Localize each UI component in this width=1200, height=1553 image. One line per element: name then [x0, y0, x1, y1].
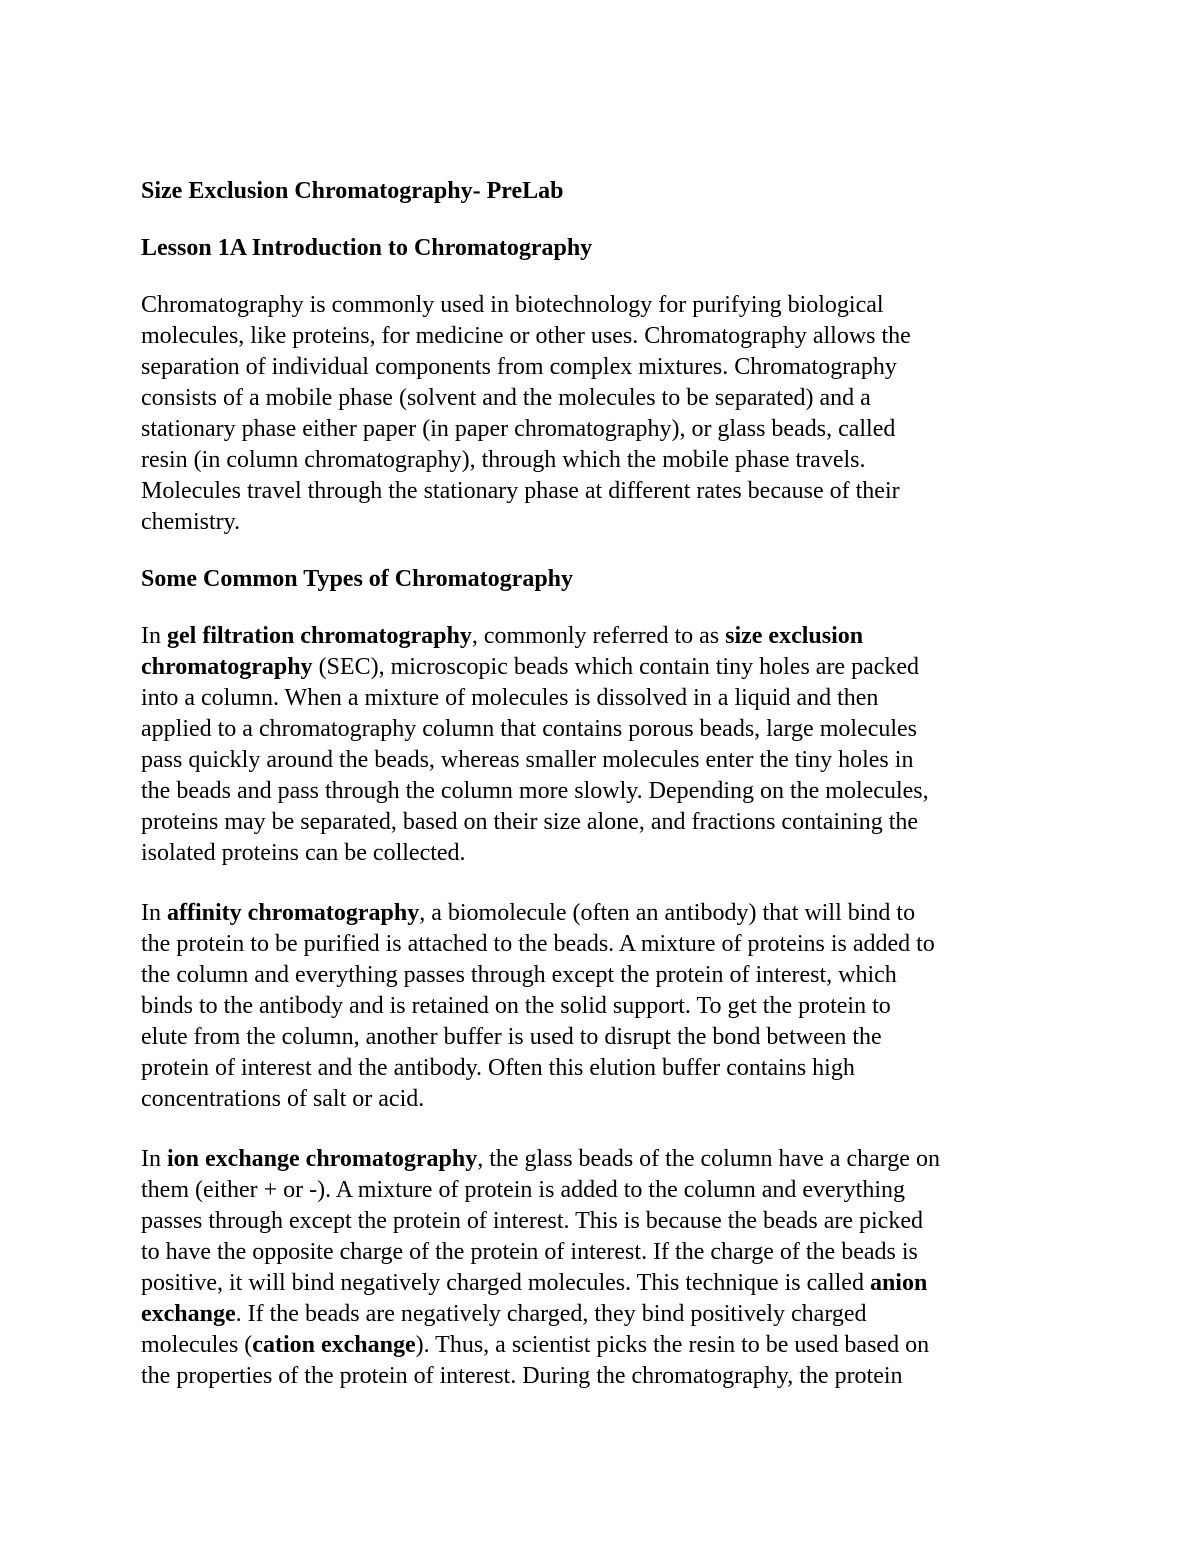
document-body — [141, 176, 1061, 1421]
gel-filtration-text-1: In — [141, 623, 167, 649]
gel-filtration-text-2: , commonly referred to as — [471, 623, 726, 649]
lesson-heading-text: Lesson 1A Introduction to Chromatography — [141, 235, 593, 261]
ion-exchange-text-3: . If the beads are negatively charged, they bind positively charged molecules ( — [141, 1301, 867, 1358]
affinity-text-2: , a biomolecule (often an antibody) that will bind to the protein to be purified is attached to the beads. A mixture of proteins is added to the column and everything passes through except the protein of interest, which binds to the antibody and is retained on the solid support. To get the protein to elute from the column, another buffer is used to disrupt the bond between the protein of interest and the antibody. Often this elution buffer contains high concentrations of salt or acid. — [141, 900, 935, 1112]
ion-exchange-text-2: , the glass beads of the column have a charge on them (either + or -). A mixture of protein is added to the column and everything passes through except the protein of interest. This is because the beads are picked to have the opposite charge of the protein of interest. If the charge of the beads is positive, it will bind negatively charged molecules. This technique is called — [141, 1146, 940, 1296]
section-heading — [141, 564, 1061, 595]
anion-exchange-term: anion exchange — [141, 1270, 928, 1327]
cation-exchange-term: cation exchange — [252, 1332, 416, 1358]
document-title — [141, 176, 1061, 207]
size-exclusion-term: size exclusion chromatography — [141, 623, 864, 680]
affinity-text-1: In — [141, 900, 167, 926]
gel-filtration-text-3: (SEC), microscopic beads which contain tiny holes are packed into a column. When a mixture of molecules is dissolved in a liquid and then applied to a chromatography column that contains porous beads, large molecules pass quickly around the beads, whereas smaller molecules enter the tiny holes in the beads and pass through the column more slowly. Depending on the molecules, proteins may be separated, based on their size alone, and fractions containing the isolated proteins can be collected. — [141, 654, 929, 866]
ion-exchange-term: ion exchange chromatography — [167, 1146, 478, 1172]
intro-paragraph: Chromatography is commonly used in biotechnology for purifying biological molecules, like proteins, for medicine or other uses. Chromatography allows the separation of individual components from complex mixtures. Chromatography consists of a mobile phase (solvent and the molecules to be separated) and a stationary phase either paper (in paper chromatography), or glass beads, called resin (in column chromatography), through which the mobile phase travels. Molecules travel through the stationary phase at different rates because of their chemistry. — [141, 292, 911, 535]
section-heading-text: Some Common Types of Chromatography — [141, 566, 574, 592]
ion-exchange-text-4: ). Thus, a scientist picks the resin to be used based on the properties of the protein of interest. During the chromatography, the protein — [141, 1332, 930, 1389]
gel-filtration-term: gel filtration chromatography — [167, 623, 472, 649]
ion-exchange-paragraph — [141, 1144, 1061, 1392]
affinity-paragraph — [141, 898, 1061, 1115]
lesson-heading — [141, 233, 1061, 264]
document-title-text: Size Exclusion Chromatography- PreLab — [141, 178, 564, 204]
affinity-term: affinity chromatography — [167, 900, 420, 926]
ion-exchange-text-1: In — [141, 1146, 167, 1172]
gel-filtration-paragraph — [141, 621, 1061, 869]
